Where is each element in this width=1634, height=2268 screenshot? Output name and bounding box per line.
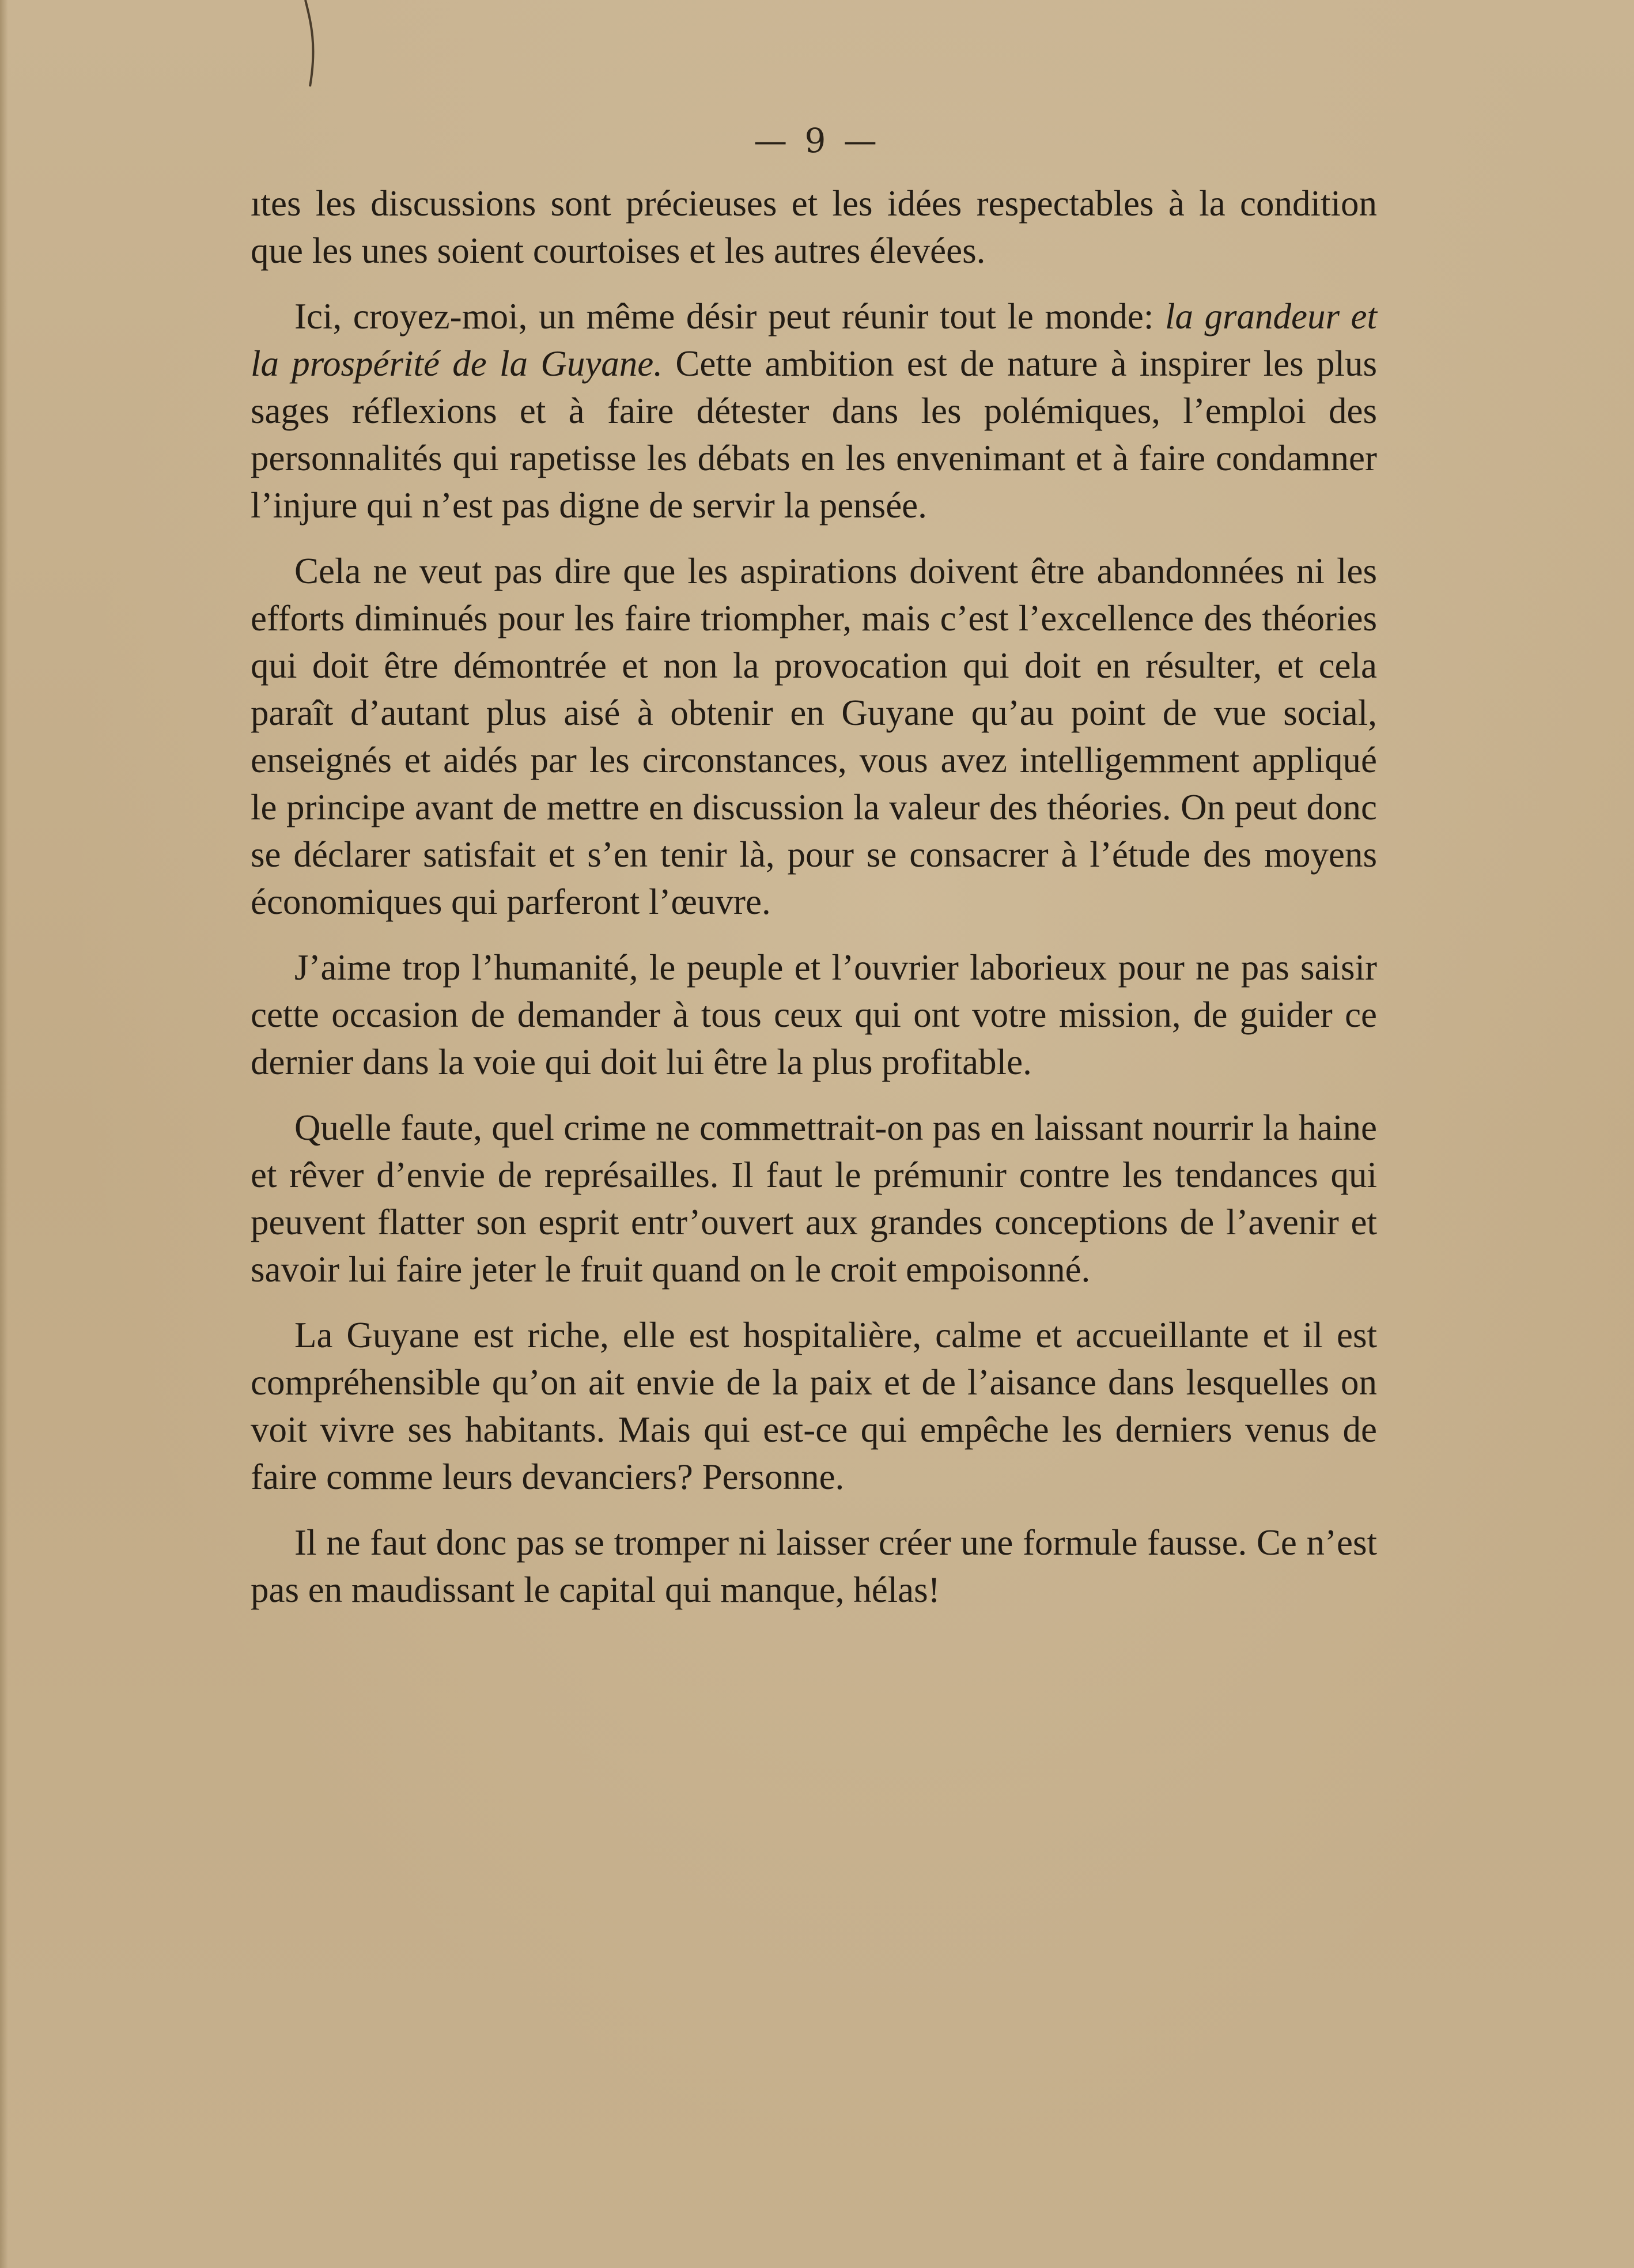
paragraph-text: La Guyane est riche, elle est hospitalière, calme et accueillante et il est compréhensible qu’on ait envie de la paix et de l’aisance dans lesquelles on voit vivre ses habitants. Mais qui est-ce qui empêche les derniers venus de faire comme leurs devanciers? Personne. (251, 1315, 1377, 1497)
paragraph-italic-phrase: la grandeur et la prospérité de la Guyane. (251, 296, 1378, 384)
paragraph-guyane-ambition (251, 293, 1377, 529)
paragraph-aspirations (251, 547, 1377, 925)
paragraph-continuation (251, 180, 1377, 274)
paragraph-text: J’aime trop l’humanité, le peuple et l’ouvrier laborieux pour ne pas saisir cette occasion de demander à tous ceux qui ont votre mission, de guider ce dernier dans la voie qui doit lui être la plus profitable. (251, 947, 1377, 1082)
pencil-mark (294, 0, 328, 104)
paragraph-text-after: Cette ambition est de nature à inspirer les plus sages réflexions et à faire détester dans les polémiques, l’emploi des personnalités qui rapetisse les débats en les envenimant et à faire condamner l’injure qui n’est pas digne de servir la pensée. (251, 343, 1377, 526)
paragraph-guyane-riche (251, 1311, 1377, 1500)
paragraph-text: Quelle faute, quel crime ne commettrait-on pas en laissant nourrir la haine et rêver d’envie de représailles. Il faut le prémunir contre les tendances qui peuvent flatter son esprit entr’ouvert aux grandes conceptions de l’avenir et savoir lui faire jeter le fruit quand on le croit empoisonné. (251, 1107, 1377, 1290)
paragraph-formule (251, 1519, 1377, 1613)
paragraph-text: Cela ne veut pas dire que les aspirations doivent être abandonnées ni les efforts diminués pour les faire triompher, mais c’est l’excellence des théories qui doit être démontrée et non la provocation qui doit en résulter, et cela paraît d’autant plus aisé à obtenir en Guyane qu’au point de vue social, enseignés et aidés par les circonstances, vous avez intelligemment appliqué le principe avant de mettre en discussion la valeur des théories. On peut donc se déclarer satisfait et s’en tenir là, pour se consacrer à l’étude des moyens économiques qui parferont l’œuvre. (251, 551, 1377, 922)
paragraph-text: ıtes les discussions sont précieuses et les idées respectables à la condition que les unes soient courtoises et les autres élevées. (251, 183, 1377, 271)
body-text (251, 180, 1377, 1632)
paragraph-faute (251, 1104, 1377, 1293)
paragraph-text-before: Ici, croyez-moi, un même désir peut réunir tout le monde: (294, 296, 1165, 337)
paragraph-text: Il ne faut donc pas se tromper ni laisser créer une formule fausse. Ce n’est pas en maudissant le capital qui manque, hélas! (251, 1522, 1377, 1610)
page-number: — 9 — (754, 121, 880, 160)
page-edge-shadow (0, 0, 8, 2268)
paragraph-humanite (251, 944, 1377, 1086)
